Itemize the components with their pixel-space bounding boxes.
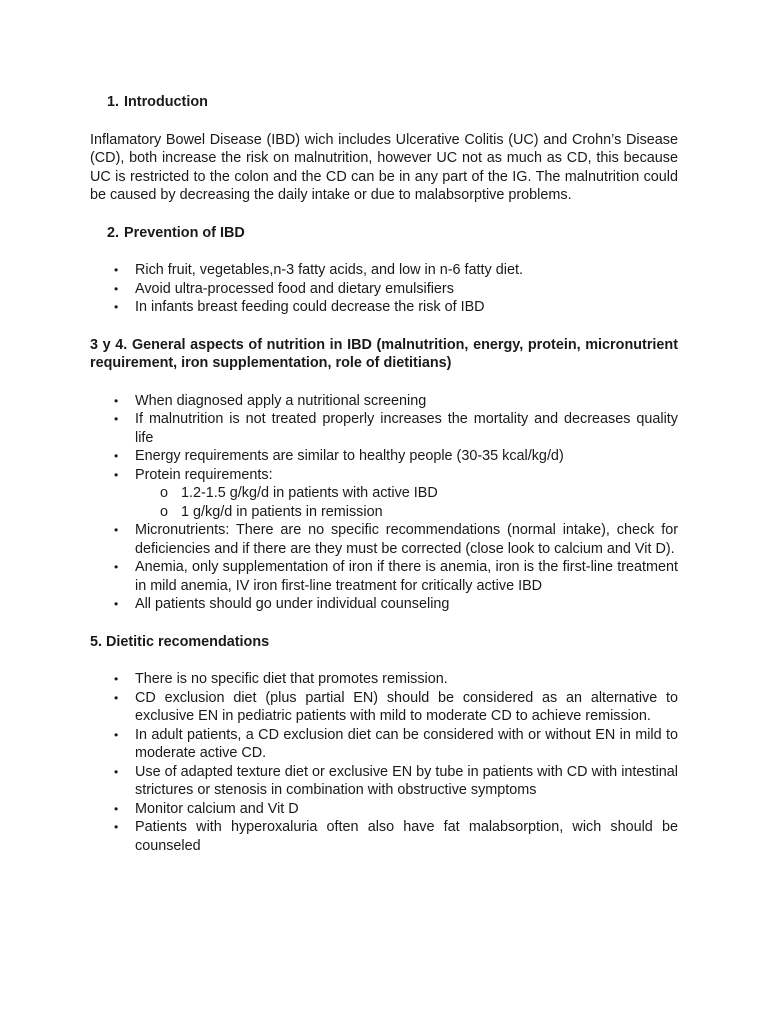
- prevention-list: [90, 261, 678, 317]
- bullet-icon: •: [114, 597, 119, 611]
- bullet-icon: •: [114, 801, 119, 816]
- list-item: • Rich fruit, vegetables,n-3 fatty acids, and low in n-6 fatty diet.: [114, 262, 523, 278]
- sub-list-item: o 1.2-1.5 g/kg/d in patients with active IBD: [160, 485, 438, 501]
- list-item: • Patients with hyperoxaluria often also have fat malabsorption, wich should be counseled: [114, 819, 678, 854]
- sub-bullet-icon: o: [160, 485, 169, 501]
- bullet-icon: •: [114, 263, 119, 277]
- section-heading-prevention: [90, 224, 678, 243]
- section-heading-general-aspects: 3 y 4. General aspects of nutrition in IBD (malnutrition, energy, protein, micronutrient requirement, iron supplementation, role of dietitians): [90, 336, 678, 371]
- sub-list-item: o 1 g/kg/d in patients in remission: [160, 503, 383, 520]
- list-item: • CD exclusion diet (plus partial EN) should be considered as an alternative to exclusive EN in pediatric patients with mild to moderate CD to achieve remission.: [114, 689, 678, 724]
- bullet-icon: •: [114, 820, 119, 834]
- list-item: • If malnutrition is not treated properly increases the mortality and decreases quality life: [114, 411, 678, 446]
- list-item: • In infants breast feeding could decrease the risk of IBD: [114, 299, 485, 315]
- list-item: • Avoid ultra-processed food and dietary emulsifiers: [114, 280, 454, 297]
- section-number: 1.: [107, 94, 120, 110]
- section-heading-introduction: [90, 93, 678, 112]
- bullet-icon: •: [114, 672, 119, 686]
- list-item: • When diagnosed apply a nutritional screening: [114, 392, 427, 409]
- bullet-icon: •: [114, 523, 119, 537]
- list-item: • Micronutrients: There are no specific recommendations (normal intake), check for deficiencies and if there are they must be corrected (close look to calcium and Vit D).: [114, 522, 678, 557]
- protein-sublist: [90, 484, 678, 521]
- list-item: • There is no specific diet that promotes remission.: [114, 671, 448, 687]
- general-aspects-list: [90, 392, 678, 614]
- list-item: • In adult patients, a CD exclusion diet can be considered with or without EN in mild to moderate active CD.: [114, 726, 678, 761]
- bullet-icon: •: [114, 727, 119, 742]
- bullet-icon: •: [114, 281, 119, 296]
- bullet-icon: •: [114, 449, 119, 463]
- list-item: • Energy requirements are similar to healthy people (30-35 kcal/kg/d): [114, 448, 564, 464]
- sub-bullet-icon: o: [160, 503, 169, 520]
- bullet-icon: •: [114, 764, 119, 779]
- section-title: Introduction: [124, 94, 208, 110]
- list-item: • Protein requirements: o 1.2-1.5 g/kg/d in patients with active IBD o 1 g/kg/d in patients in remission: [90, 466, 678, 522]
- dietetic-list: [90, 670, 678, 855]
- list-item: • Use of adapted texture diet or exclusive EN by tube in patients with CD with intestinal strictures or stenosis in combination with obstructive symptoms: [114, 763, 678, 798]
- section-heading-dietetic: 5. Dietitic recomendations: [90, 633, 270, 650]
- section-title: Prevention of IBD: [124, 224, 245, 241]
- list-item: • Monitor calcium and Vit D: [114, 800, 299, 817]
- bullet-icon: •: [114, 560, 119, 574]
- bullet-icon: •: [114, 300, 119, 314]
- document-page: [90, 93, 678, 855]
- list-item: • All patients should go under individual counseling: [114, 596, 450, 612]
- bullet-icon: •: [114, 412, 119, 426]
- bullet-icon: •: [114, 393, 119, 408]
- section-number: 2.: [107, 224, 120, 241]
- list-item: • Anemia, only supplementation of iron if there is anemia, iron is the first-line treatment in mild anemia, IV iron first-line treatment for critically active IBD: [114, 559, 678, 594]
- introduction-paragraph: Inflamatory Bowel Disease (IBD) wich includes Ulcerative Colitis (UC) and Crohn’s Disease (CD), both increase the risk on malnutrition, however UC not as much as CD, this because UC is restricted to the colon and the CD can be in any part of the IG. The malnutrition could be caused by decreasing the daily intake or due to malabsorptive problems.: [90, 131, 678, 203]
- bullet-icon: •: [114, 467, 119, 482]
- bullet-icon: •: [114, 690, 119, 705]
